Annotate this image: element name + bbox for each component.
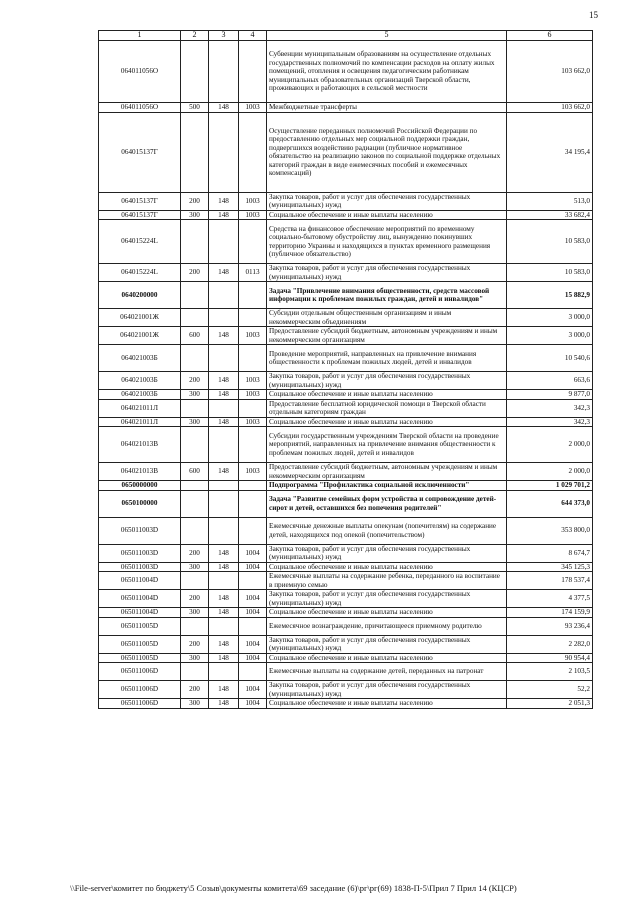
table-row [99,309,593,327]
row-description: Средства на финансовое обеспечение мероприятий по временному социально-бытовому обустройству лиц, вынужденно покинувших территорию Украины и находящихся в пунктах временного размещения (публичное обязательство) [267,220,507,264]
row-section-code [239,112,267,192]
row-amount: 663,6 [507,372,593,390]
row-section-code [239,663,267,681]
row-code: 064021003Б [99,372,181,390]
row-section-code: 1004 [239,608,267,618]
row-section-code: 1004 [239,681,267,699]
table-row [99,517,593,544]
row-code: 064021001Ж [99,327,181,345]
row-code: 064021001Ж [99,309,181,327]
row-agency-code [209,481,239,491]
row-type-code [181,617,209,635]
row-description: Закупка товаров, работ и услуг для обеспечения государственных (муниципальных) нужд [267,544,507,562]
column-header: 2 [181,31,209,41]
row-description: Закупка товаров, работ и услуг для обеспечения государственных (муниципальных) нужд [267,192,507,210]
row-description: Задача "Привлечение внимания общественности, средств массовой информации к проблемам пожилых граждан, детей и инвалидов" [267,282,507,309]
row-amount: 174 159,9 [507,608,593,618]
row-code: 064021003Б [99,390,181,400]
row-description: Субсидии отдельным общественным организациям и иным некоммерческим объединениям [267,309,507,327]
row-section-code [239,309,267,327]
row-amount: 93 236,4 [507,617,593,635]
table-row [99,345,593,372]
table-row [99,590,593,608]
row-code: 064021003Б [99,345,181,372]
row-agency-code [209,309,239,327]
table-row [99,681,593,699]
footer-file-path: \\File-server\комитет по бюджету\5 Созыв\документы комитета\69 заседание (6)\рг\рг(69) 1838-П-5\Прил 7 Прил 14 (КЦСР) [70,883,517,893]
row-code: 0650100000 [99,490,181,517]
row-section-code [239,399,267,417]
column-header: 3 [209,31,239,41]
row-agency-code: 148 [209,417,239,427]
row-code: 064015137Г [99,210,181,220]
row-description: Закупка товаров, работ и услуг для обеспечения государственных (муниципальных) нужд [267,590,507,608]
row-section-code [239,617,267,635]
row-type-code: 300 [181,699,209,709]
row-code: 064015224L [99,220,181,264]
row-agency-code: 148 [209,264,239,282]
row-agency-code [209,427,239,463]
row-code: 065011003D [99,562,181,572]
table-row [99,103,593,113]
row-code: 064011056О [99,103,181,113]
table-row [99,490,593,517]
row-agency-code: 148 [209,653,239,663]
row-description: Проведение мероприятий, направленных на привлечение внимания общественности к проблемам пожилых людей, детей и инвалидов [267,345,507,372]
row-description: Закупка товаров, работ и услуг для обеспечения государственных (муниципальных) нужд [267,264,507,282]
row-type-code [181,399,209,417]
table-row [99,417,593,427]
row-agency-code: 148 [209,699,239,709]
row-type-code: 300 [181,653,209,663]
row-amount: 10 583,0 [507,220,593,264]
row-type-code [181,41,209,103]
row-type-code: 300 [181,562,209,572]
row-section-code: 1003 [239,103,267,113]
row-code: 064021013В [99,463,181,481]
row-code: 065011005D [99,617,181,635]
row-agency-code: 148 [209,635,239,653]
row-agency-code [209,663,239,681]
row-amount: 4 377,5 [507,590,593,608]
row-code: 064015224L [99,264,181,282]
row-code: 065011004D [99,608,181,618]
table-row [99,264,593,282]
row-section-code [239,490,267,517]
row-agency-code: 148 [209,327,239,345]
row-code: 065011004D [99,572,181,590]
row-section-code: 1004 [239,653,267,663]
table-row [99,327,593,345]
row-agency-code: 148 [209,544,239,562]
table-row [99,427,593,463]
row-amount: 342,3 [507,417,593,427]
row-type-code [181,309,209,327]
row-code: 0640200000 [99,282,181,309]
row-type-code [181,427,209,463]
table-row [99,699,593,709]
row-section-code: 0113 [239,264,267,282]
row-amount: 513,0 [507,192,593,210]
row-description: Ежемесячное вознаграждение, причитающееся приемному родителю [267,617,507,635]
row-description: Задача "Развитие семейных форм устройства и сопровождение детей-сирот и детей, оставшихся без попечения родителей" [267,490,507,517]
row-section-code [239,427,267,463]
row-type-code: 300 [181,608,209,618]
row-code: 065011003D [99,544,181,562]
row-section-code: 1003 [239,327,267,345]
row-section-code [239,41,267,103]
row-type-code: 200 [181,192,209,210]
column-header: 1 [99,31,181,41]
row-agency-code [209,399,239,417]
row-amount: 178 537,4 [507,572,593,590]
table-row [99,390,593,400]
row-section-code [239,282,267,309]
table-row [99,282,593,309]
row-section-code [239,572,267,590]
row-amount: 3 000,0 [507,309,593,327]
table-row [99,608,593,618]
row-amount: 8 674,7 [507,544,593,562]
row-code: 064015137Г [99,112,181,192]
table-row [99,663,593,681]
table-header [99,31,593,41]
row-type-code [181,220,209,264]
row-section-code [239,220,267,264]
row-code: 064021011Л [99,417,181,427]
row-description: Социальное обеспечение и иные выплаты населению [267,417,507,427]
row-type-code [181,112,209,192]
row-code: 065011005D [99,635,181,653]
row-description: Предоставление субсидий бюджетным, автономным учреждениям и иным некоммерческим организациям [267,463,507,481]
row-section-code: 1003 [239,210,267,220]
row-type-code [181,517,209,544]
row-section-code: 1004 [239,544,267,562]
row-amount: 2 282,0 [507,635,593,653]
row-type-code: 300 [181,210,209,220]
row-description: Закупка товаров, работ и услуг для обеспечения государственных (муниципальных) нужд [267,372,507,390]
row-section-code: 1004 [239,562,267,572]
table-row [99,544,593,562]
column-header: 6 [507,31,593,41]
row-description: Социальное обеспечение и иные выплаты населению [267,210,507,220]
row-type-code: 600 [181,327,209,345]
row-agency-code [209,517,239,544]
row-agency-code [209,282,239,309]
row-code: 064021013В [99,427,181,463]
row-amount: 33 682,4 [507,210,593,220]
row-section-code: 1004 [239,699,267,709]
row-description: Субвенции муниципальным образованиям на осуществление отдельных государственных полномочий по компенсации расходов на оплату жилых помещений, отопления и освещения педагогическим работникам муниципальных образовательных организаций Тверской области, проживающих и работающих в сельской местности [267,41,507,103]
row-description: Ежемесячные выплаты на содержание ребенка, переданного на воспитание в приемную семью [267,572,507,590]
row-agency-code [209,220,239,264]
page-number: 15 [589,10,598,20]
row-amount: 52,2 [507,681,593,699]
row-amount: 2 103,5 [507,663,593,681]
row-agency-code [209,345,239,372]
row-section-code: 1003 [239,463,267,481]
table-row [99,192,593,210]
row-type-code: 300 [181,390,209,400]
row-agency-code [209,41,239,103]
row-amount: 90 954,4 [507,653,593,663]
row-agency-code: 148 [209,210,239,220]
table-row [99,635,593,653]
row-amount: 10 540,6 [507,345,593,372]
table-row [99,112,593,192]
row-section-code: 1003 [239,417,267,427]
row-section-code: 1003 [239,192,267,210]
row-amount: 10 583,0 [507,264,593,282]
row-type-code: 200 [181,372,209,390]
row-agency-code [209,112,239,192]
table-row [99,210,593,220]
column-header: 5 [267,31,507,41]
row-agency-code: 148 [209,590,239,608]
row-type-code: 200 [181,635,209,653]
row-section-code: 1003 [239,372,267,390]
table-row [99,220,593,264]
row-amount: 2 000,0 [507,463,593,481]
row-type-code: 500 [181,103,209,113]
row-agency-code: 148 [209,463,239,481]
row-agency-code: 148 [209,681,239,699]
row-agency-code: 148 [209,608,239,618]
row-description: Закупка товаров, работ и услуг для обеспечения государственных (муниципальных) нужд [267,635,507,653]
row-code: 064021011Л [99,399,181,417]
row-description: Социальное обеспечение и иные выплаты населению [267,562,507,572]
row-type-code [181,481,209,491]
row-section-code: 1004 [239,590,267,608]
row-type-code: 300 [181,417,209,427]
row-description: Ежемесячные денежные выплаты опекунам (попечителям) на содержание детей, находящихся под опекой (попечительством) [267,517,507,544]
row-code: 065011005D [99,653,181,663]
row-section-code: 1003 [239,390,267,400]
table-row [99,562,593,572]
row-description: Социальное обеспечение и иные выплаты населению [267,699,507,709]
row-agency-code [209,572,239,590]
row-code: 065011004D [99,590,181,608]
table-row [99,572,593,590]
row-type-code: 200 [181,544,209,562]
table-row [99,372,593,390]
row-description: Межбюджетные трансферты [267,103,507,113]
row-type-code [181,663,209,681]
row-type-code: 600 [181,463,209,481]
row-code: 065011006D [99,663,181,681]
table-row [99,41,593,103]
table-body [99,41,593,709]
row-amount: 2 051,3 [507,699,593,709]
row-amount: 34 195,4 [507,112,593,192]
row-type-code: 200 [181,590,209,608]
row-section-code [239,481,267,491]
row-code: 065011003D [99,517,181,544]
table-row [99,399,593,417]
table-row [99,463,593,481]
table-row [99,617,593,635]
row-type-code [181,282,209,309]
row-amount: 1 029 701,2 [507,481,593,491]
row-description: Социальное обеспечение и иные выплаты населению [267,653,507,663]
row-amount: 103 662,0 [507,41,593,103]
row-amount: 2 000,0 [507,427,593,463]
row-type-code [181,490,209,517]
row-type-code: 200 [181,681,209,699]
row-agency-code [209,490,239,517]
row-section-code: 1004 [239,635,267,653]
row-description: Осуществление переданных полномочий Российской Федерации по предоставлению отдельных мер социальной поддержки граждан, подвергшихся воздействию радиации (публичное нормативное обязательство на реализацию законов по социальной поддержке отдельных категорий граждан в виде ежемесячных пособий и ежемесячных компенсаций) [267,112,507,192]
row-code: 065011006D [99,699,181,709]
row-description: Субсидии государственным учреждениям Тверской области на проведение мероприятий, направленных на привлечение внимания общественности к проблемам пожилых людей, детей и инвалидов [267,427,507,463]
table-row [99,481,593,491]
row-type-code [181,345,209,372]
row-amount: 345 125,3 [507,562,593,572]
budget-table [98,30,593,709]
row-type-code [181,572,209,590]
row-description: Предоставление субсидий бюджетным, автономным учреждениям и иным некоммерческим организациям [267,327,507,345]
row-type-code: 200 [181,264,209,282]
row-code: 064015137Г [99,192,181,210]
row-description: Ежемесячные выплаты на содержание детей, переданных на патронат [267,663,507,681]
row-section-code [239,345,267,372]
row-amount: 353 800,0 [507,517,593,544]
row-amount: 15 882,9 [507,282,593,309]
row-description: Социальное обеспечение и иные выплаты населению [267,608,507,618]
table-row [99,653,593,663]
row-amount: 103 662,0 [507,103,593,113]
row-agency-code [209,617,239,635]
row-amount: 3 000,0 [507,327,593,345]
row-section-code [239,517,267,544]
row-agency-code: 148 [209,372,239,390]
row-agency-code: 148 [209,103,239,113]
row-code: 064011056О [99,41,181,103]
row-description: Социальное обеспечение и иные выплаты населению [267,390,507,400]
row-amount: 9 877,0 [507,390,593,400]
row-amount: 644 373,0 [507,490,593,517]
row-description: Подпрограмма "Профилактика социальной исключенности" [267,481,507,491]
row-amount: 342,3 [507,399,593,417]
row-description: Закупка товаров, работ и услуг для обеспечения государственных (муниципальных) нужд [267,681,507,699]
row-code: 065011006D [99,681,181,699]
row-agency-code: 148 [209,192,239,210]
column-header: 4 [239,31,267,41]
row-description: Предоставление бесплатной юридической помощи в Тверской области отдельным категориям граждан [267,399,507,417]
row-code: 0650000000 [99,481,181,491]
row-agency-code: 148 [209,562,239,572]
row-agency-code: 148 [209,390,239,400]
